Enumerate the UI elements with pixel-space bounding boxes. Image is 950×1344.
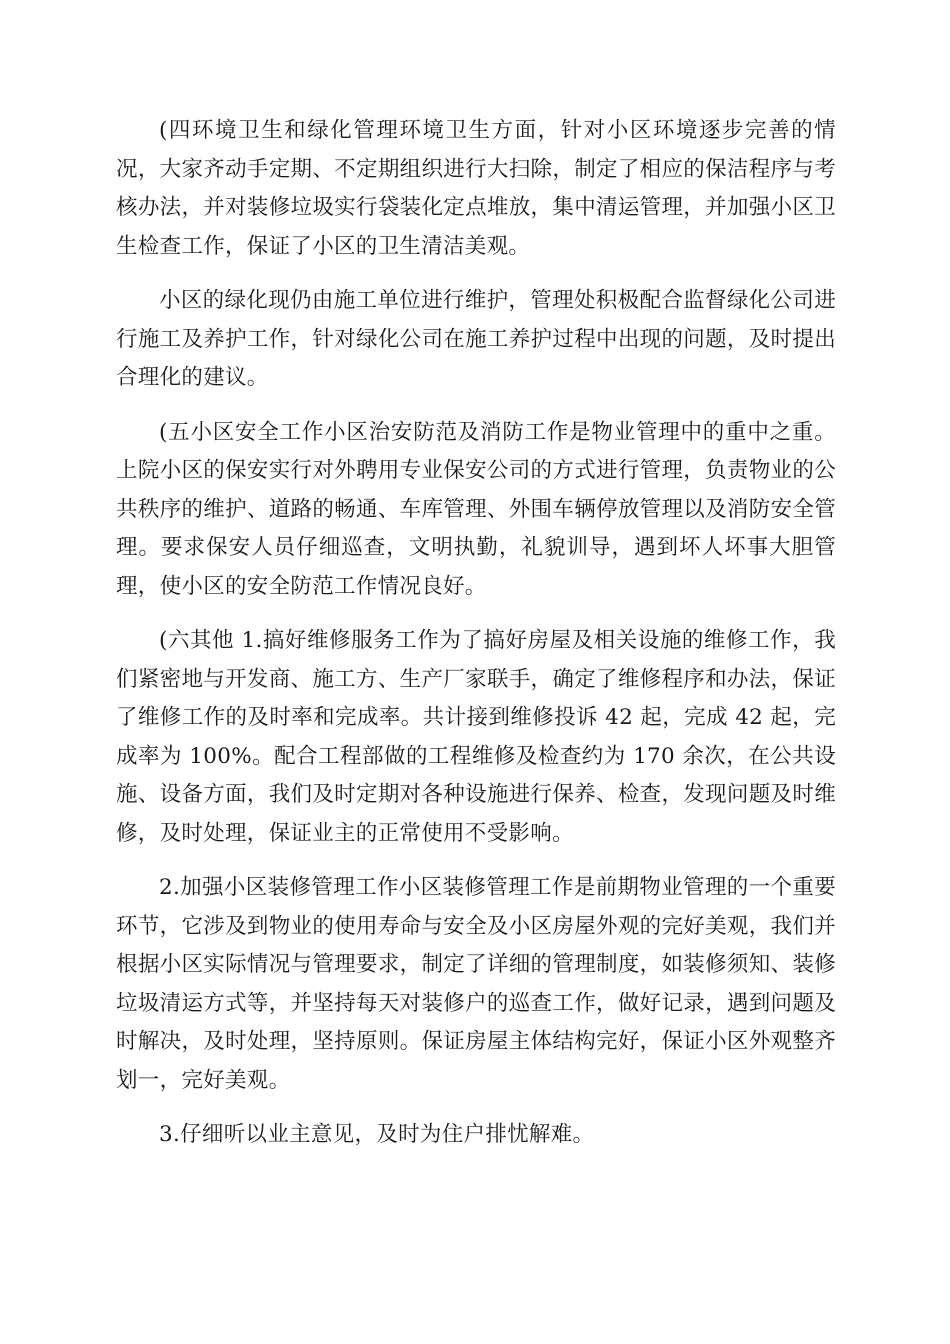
paragraph-security: (五小区安全工作小区治安防范及消防工作是物业管理中的重中之重。上院小区的保安实行对外聘用专业保安公司的方式进行管理，负责物业的公共秩序的维护、道路的畅通、车库管理、外围车辆停放管理以及消防安全管理。要求保安人员仔细巡查，文明执勤，礼貌训导，遇到坏人坏事大胆管理，使小区的安全防范工作情况良好。 bbox=[116, 419, 836, 599]
paragraph-owner-feedback: 3.仔细听以业主意见，及时为住户排忧解难。 bbox=[159, 1122, 595, 1147]
paragraph-maintenance: (六其他 1.搞好维修服务工作为了搞好房屋及相关设施的维修工作，我们紧密地与开发商、施工方、生产厂家联手，确定了维修程序和办法，保证了维修工作的及时率和完成率。共计接到维修投诉 42 起，完成 42 起，完成率为 100%。配合工程部做的工程维修及检查约为 170 余次，在公共设施、设备方面，我们及时定期对各种设施进行保养、检查，发现问题及时维修，及时处理，保证业主的正常使用不受影响。 bbox=[116, 628, 836, 846]
paragraph-greening: 小区的绿化现仍由施工单位进行维护，管理处积极配合监督绿化公司进行施工及养护工作，针对绿化公司在施工养护过程中出现的问题，及时提出合理化的建议。 bbox=[116, 288, 836, 390]
document-body bbox=[116, 112, 836, 1171]
paragraph-environment-hygiene: (四环境卫生和绿化管理环境卫生方面，针对小区环境逐步完善的情况，大家齐动手定期、不定期组织进行大扫除，制定了相应的保洁程序与考核办法，并对装修垃圾实行袋装化定点堆放，集中清运管理，并加强小区卫生检查工作，保证了小区的卫生清洁美观。 bbox=[116, 118, 836, 259]
paragraph-renovation-management: 2.加强小区装修管理工作小区装修管理工作是前期物业管理的一个重要环节，它涉及到物业的使用寿命与安全及小区房屋外观的完好美观，我们并根据小区实际情况与管理要求，制定了详细的管理制度，如装修须知、装修垃圾清运方式等，并坚持每天对装修户的巡查工作，做好记录，遇到问题及时解决，及时处理，坚持原则。保证房屋主体结构完好，保证小区外观整齐划一，完好美观。 bbox=[116, 875, 836, 1093]
